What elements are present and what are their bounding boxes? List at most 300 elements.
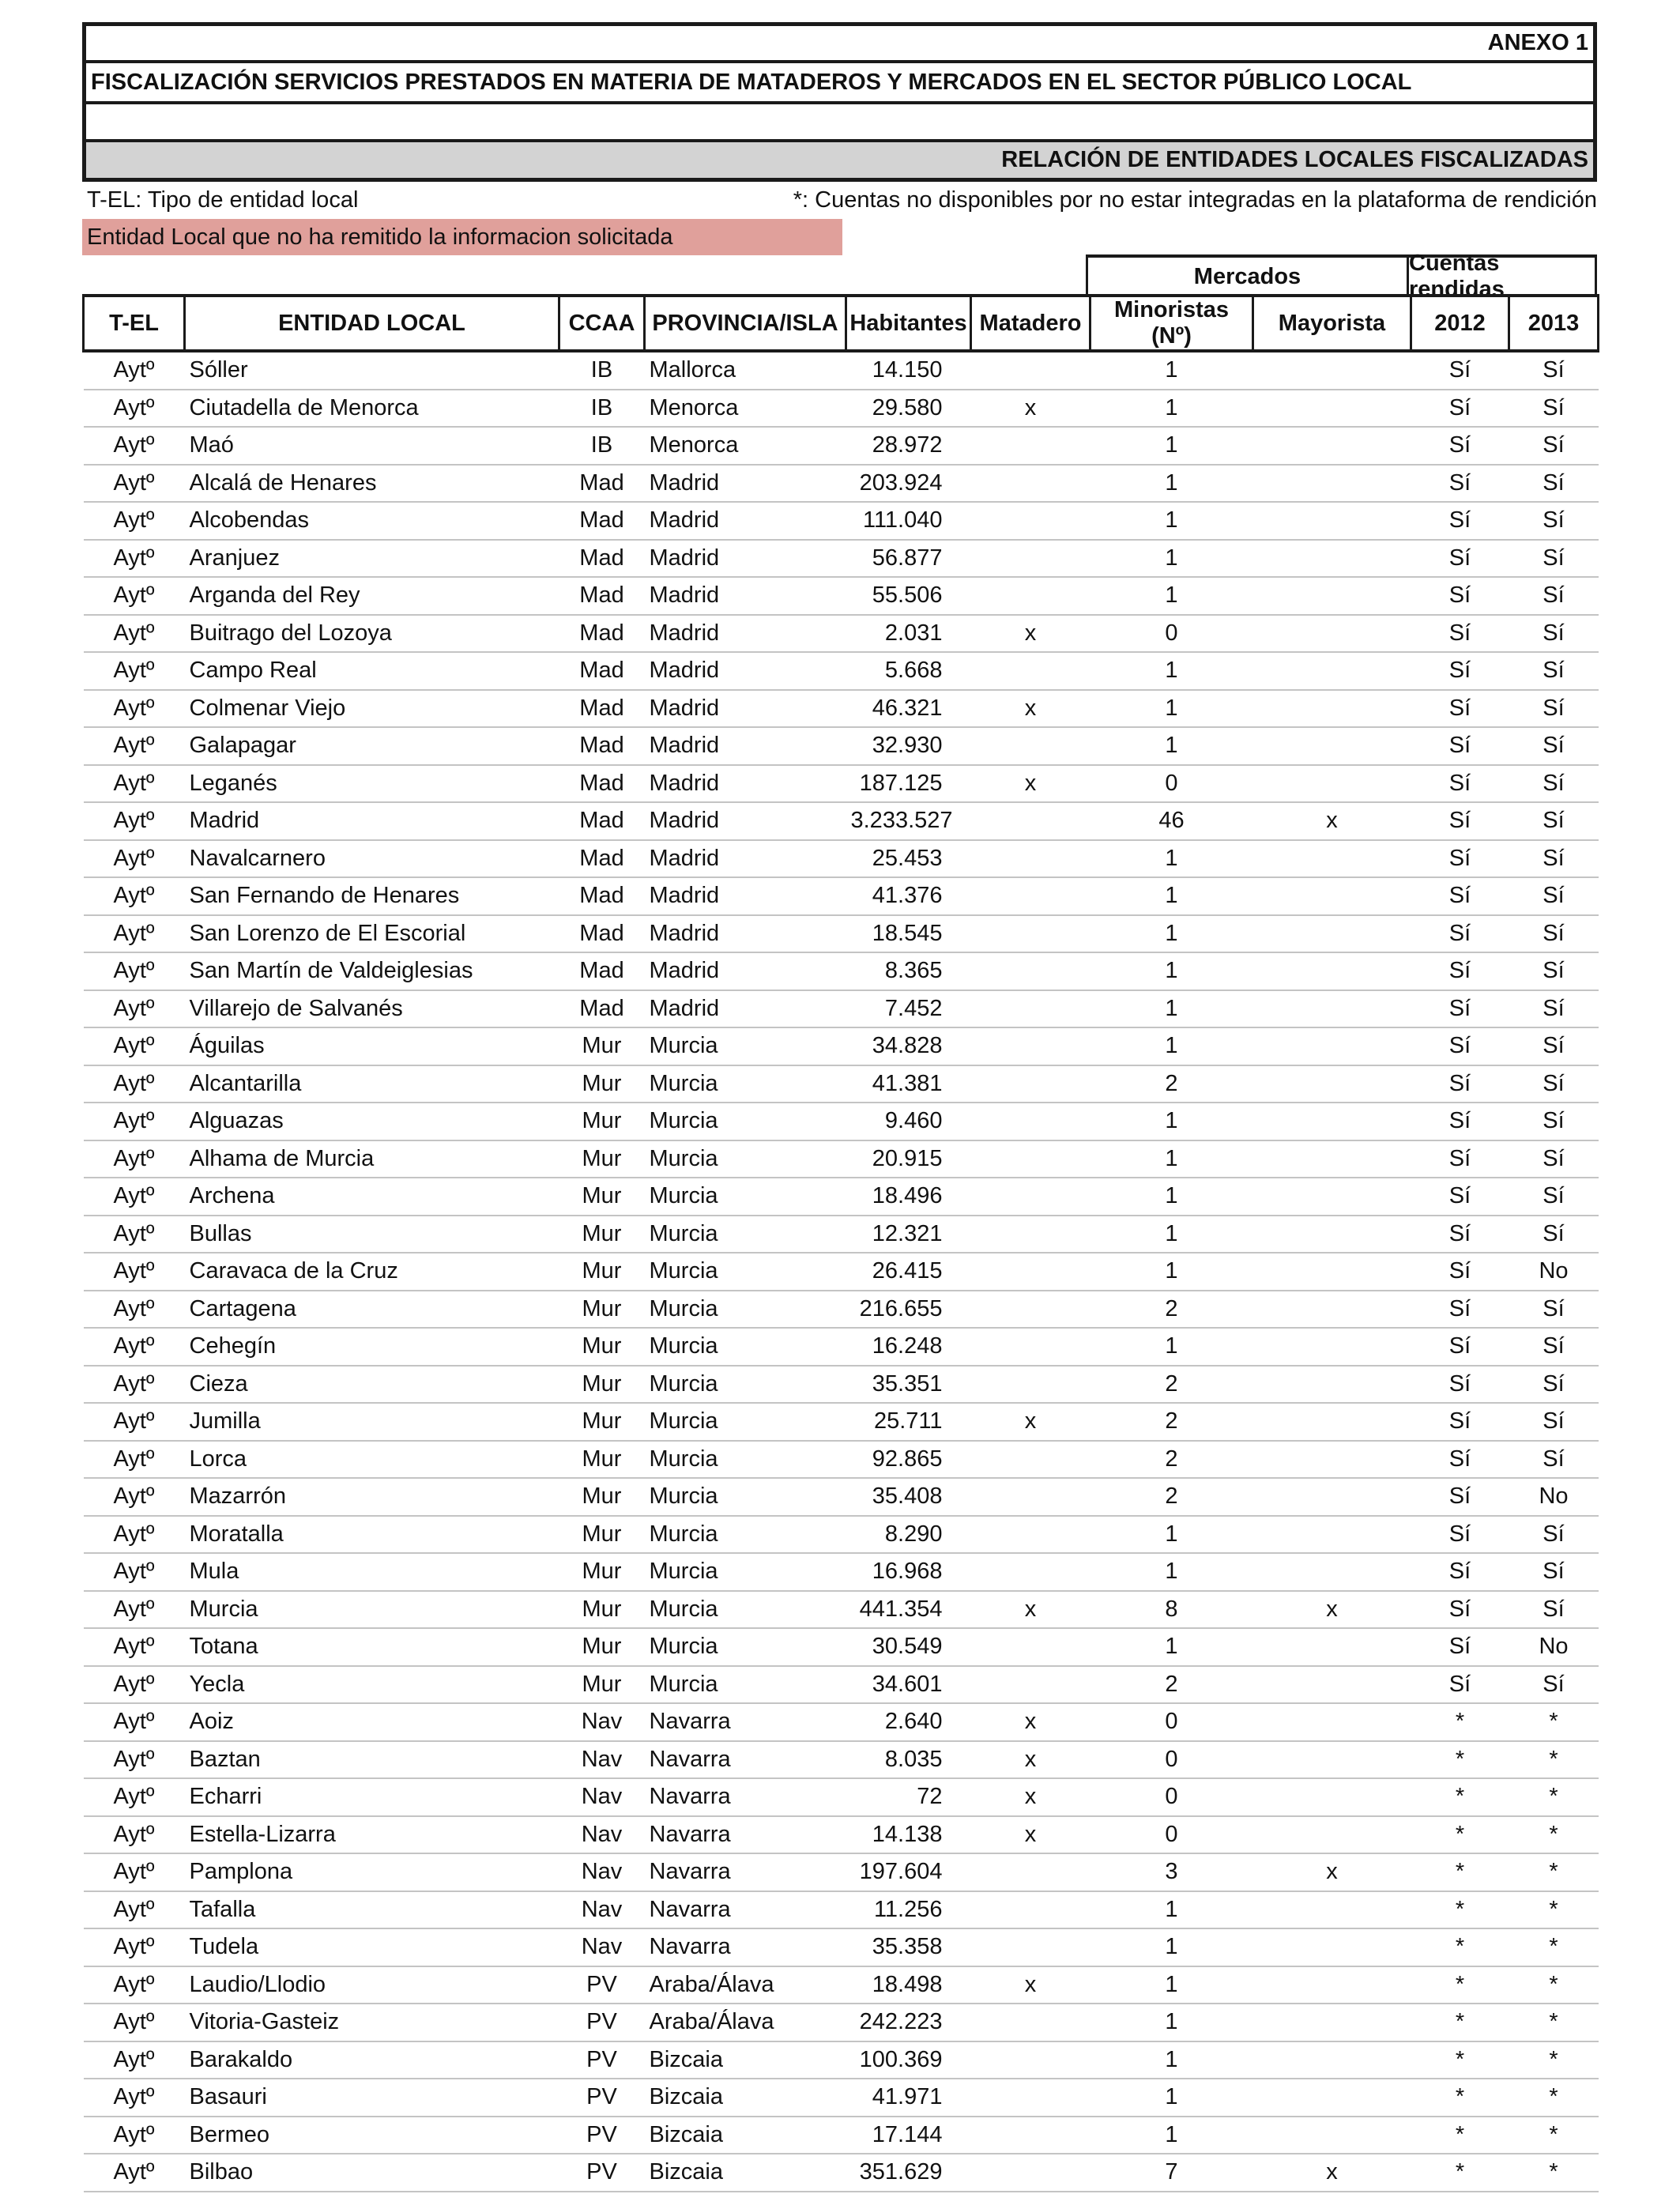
cell-habitantes: 28.972 xyxy=(846,427,971,465)
cell-entidad: Jumilla xyxy=(185,1403,559,1441)
cell-mayorista xyxy=(1253,690,1411,728)
cell-entidad: Bullas xyxy=(185,1216,559,1253)
cell-2013: * xyxy=(1509,2117,1599,2154)
table-row xyxy=(84,1027,1599,1065)
cell-2012: Sí xyxy=(1411,1591,1509,1629)
cell-provincia: Madrid xyxy=(645,915,846,953)
cell-provincia: Bizcaia xyxy=(645,2041,846,2079)
cell-2013: Sí xyxy=(1509,1516,1599,1554)
cell-entidad: Villarejo de Salvanés xyxy=(185,990,559,1028)
cell-mayorista xyxy=(1253,1778,1411,1816)
cell-minoristas: 0 xyxy=(1090,1778,1253,1816)
cell-entidad: Mula xyxy=(185,1553,559,1591)
cell-matadero xyxy=(971,652,1090,690)
cell-ccaa: PV xyxy=(559,2154,645,2192)
cell-2013: Sí xyxy=(1509,1291,1599,1329)
cell-2012: Sí xyxy=(1411,1027,1509,1065)
cell-matadero xyxy=(971,502,1090,540)
cell-2013: Sí xyxy=(1509,1027,1599,1065)
cell-habitantes: 5.668 xyxy=(846,652,971,690)
cell-minoristas: 0 xyxy=(1090,1703,1253,1741)
cell-tel: Aytº xyxy=(84,1741,185,1779)
cell-minoristas: 1 xyxy=(1090,1178,1253,1216)
cell-minoristas: 1 xyxy=(1090,1928,1253,1966)
cell-matadero: x xyxy=(971,1741,1090,1779)
col-header-mayorista: Mayorista xyxy=(1253,296,1411,351)
cell-tel: Aytº xyxy=(84,915,185,953)
cell-minoristas: 0 xyxy=(1090,615,1253,653)
cell-2013: Sí xyxy=(1509,765,1599,803)
cell-2013: Sí xyxy=(1509,1403,1599,1441)
cell-2012: Sí xyxy=(1411,990,1509,1028)
cell-entidad: Bilbao xyxy=(185,2154,559,2192)
cell-matadero xyxy=(971,1891,1090,1929)
cell-2012: Sí xyxy=(1411,577,1509,615)
cell-habitantes: 7.452 xyxy=(846,990,971,1028)
cell-provincia: Navarra xyxy=(645,1703,846,1741)
cell-entidad: Alguazas xyxy=(185,1103,559,1140)
cell-mayorista xyxy=(1253,1628,1411,1666)
cell-provincia: Murcia xyxy=(645,1103,846,1140)
cell-minoristas: 2 xyxy=(1090,1666,1253,1704)
cell-mayorista xyxy=(1253,465,1411,503)
cell-provincia: Murcia xyxy=(645,1516,846,1554)
cell-entidad: Pamplona xyxy=(185,1853,559,1891)
cell-2012: * xyxy=(1411,1853,1509,1891)
cell-ccaa: Mad xyxy=(559,990,645,1028)
cell-minoristas: 1 xyxy=(1090,990,1253,1028)
cell-tel: Aytº xyxy=(84,1441,185,1479)
cell-ccaa: Mad xyxy=(559,502,645,540)
cell-matadero: x xyxy=(971,615,1090,653)
cell-entidad: Murcia xyxy=(185,1591,559,1629)
cell-matadero xyxy=(971,577,1090,615)
cell-2013: Sí xyxy=(1509,1591,1599,1629)
cell-ccaa: Mur xyxy=(559,1178,645,1216)
cell-matadero xyxy=(971,465,1090,503)
cell-ccaa: PV xyxy=(559,2041,645,2079)
cell-tel: Aytº xyxy=(84,1553,185,1591)
cell-matadero xyxy=(971,2004,1090,2041)
table-row xyxy=(84,1741,1599,1779)
cell-entidad: Alhama de Murcia xyxy=(185,1140,559,1178)
cell-provincia: Mallorca xyxy=(645,351,846,390)
col-header-2013: 2013 xyxy=(1509,296,1599,351)
cell-habitantes: 18.498 xyxy=(846,1966,971,2004)
cell-2012: Sí xyxy=(1411,351,1509,390)
table-row xyxy=(84,690,1599,728)
cell-provincia: Madrid xyxy=(645,690,846,728)
cell-mayorista xyxy=(1253,540,1411,578)
cell-minoristas: 1 xyxy=(1090,877,1253,915)
table-row xyxy=(84,1628,1599,1666)
cell-minoristas: 1 xyxy=(1090,351,1253,390)
cell-entidad: San Lorenzo de El Escorial xyxy=(185,915,559,953)
cell-provincia: Murcia xyxy=(645,1140,846,1178)
cell-2013: * xyxy=(1509,1741,1599,1779)
cell-ccaa: IB xyxy=(559,427,645,465)
cell-provincia: Murcia xyxy=(645,1366,846,1404)
table-row xyxy=(84,502,1599,540)
cell-provincia: Murcia xyxy=(645,1328,846,1366)
cell-provincia: Madrid xyxy=(645,990,846,1028)
cell-provincia: Madrid xyxy=(645,652,846,690)
cell-tel: Aytº xyxy=(84,427,185,465)
cell-2012: Sí xyxy=(1411,1441,1509,1479)
cell-mayorista xyxy=(1253,615,1411,653)
cell-2013: * xyxy=(1509,2079,1599,2117)
cell-provincia: Navarra xyxy=(645,1778,846,1816)
table-row xyxy=(84,1140,1599,1178)
cell-entidad: Totana xyxy=(185,1628,559,1666)
cell-ccaa: Mur xyxy=(559,1103,645,1140)
cell-matadero xyxy=(971,1516,1090,1554)
cell-2013: * xyxy=(1509,2154,1599,2192)
cell-2012: Sí xyxy=(1411,540,1509,578)
cell-minoristas: 0 xyxy=(1090,765,1253,803)
cell-2012: * xyxy=(1411,2154,1509,2192)
report-title-text: FISCALIZACIÓN SERVICIOS PRESTADOS EN MATERIA DE MATADEROS Y MERCADOS EN EL SECTOR PÚBLICO LOCAL xyxy=(91,69,1412,95)
cell-2012: Sí xyxy=(1411,465,1509,503)
cell-tel: Aytº xyxy=(84,502,185,540)
cell-2013: Sí xyxy=(1509,1178,1599,1216)
cell-habitantes: 18.545 xyxy=(846,915,971,953)
cell-provincia: Araba/Álava xyxy=(645,1966,846,2004)
cell-matadero: x xyxy=(971,1778,1090,1816)
cell-2013: Sí xyxy=(1509,727,1599,765)
cell-provincia: Murcia xyxy=(645,1666,846,1704)
table-row xyxy=(84,390,1599,428)
cell-mayorista xyxy=(1253,990,1411,1028)
cell-tel: Aytº xyxy=(84,1816,185,1854)
col-header-tel: T-EL xyxy=(84,296,185,351)
cell-mayorista xyxy=(1253,1328,1411,1366)
cell-entidad: Alcobendas xyxy=(185,502,559,540)
cell-habitantes: 203.924 xyxy=(846,465,971,503)
cell-entidad: Tafalla xyxy=(185,1891,559,1929)
cell-mayorista xyxy=(1253,2004,1411,2041)
cell-provincia: Murcia xyxy=(645,1553,846,1591)
cell-2013: Sí xyxy=(1509,540,1599,578)
cell-habitantes: 32.930 xyxy=(846,727,971,765)
cell-habitantes: 351.629 xyxy=(846,2154,971,2192)
cell-mayorista xyxy=(1253,351,1411,390)
cell-2012: Sí xyxy=(1411,915,1509,953)
cell-entidad: Arganda del Rey xyxy=(185,577,559,615)
cell-2012: Sí xyxy=(1411,1328,1509,1366)
cell-tel: Aytº xyxy=(84,1291,185,1329)
cell-ccaa: Mur xyxy=(559,1253,645,1291)
cell-2012: Sí xyxy=(1411,690,1509,728)
cell-entidad: Lorca xyxy=(185,1441,559,1479)
cell-habitantes: 216.655 xyxy=(846,1291,971,1329)
cell-mayorista xyxy=(1253,502,1411,540)
cell-2012: Sí xyxy=(1411,840,1509,878)
cell-entidad: Mazarrón xyxy=(185,1478,559,1516)
cell-minoristas: 1 xyxy=(1090,652,1253,690)
col-header-habitantes: Habitantes xyxy=(846,296,971,351)
cell-2013: * xyxy=(1509,1966,1599,2004)
cell-minoristas: 1 xyxy=(1090,1628,1253,1666)
report-subtitle xyxy=(86,142,1593,178)
cell-ccaa: Nav xyxy=(559,1853,645,1891)
cell-provincia: Murcia xyxy=(645,1253,846,1291)
cell-2013: No xyxy=(1509,1628,1599,1666)
cell-matadero xyxy=(971,1216,1090,1253)
cell-minoristas: 1 xyxy=(1090,2041,1253,2079)
cell-matadero: x xyxy=(971,1703,1090,1741)
cell-entidad: Navalcarnero xyxy=(185,840,559,878)
report-subtitle-text: RELACIÓN DE ENTIDADES LOCALES FISCALIZADAS xyxy=(1001,147,1588,172)
cell-entidad: San Fernando de Henares xyxy=(185,877,559,915)
cell-entidad: Laudio/Llodio xyxy=(185,1966,559,2004)
cell-mayorista xyxy=(1253,1703,1411,1741)
cell-minoristas: 1 xyxy=(1090,390,1253,428)
cell-2012: Sí xyxy=(1411,1366,1509,1404)
cell-entidad: Baztan xyxy=(185,1741,559,1779)
cell-ccaa: Mad xyxy=(559,915,645,953)
table-row xyxy=(84,2079,1599,2117)
cell-provincia: Murcia xyxy=(645,1591,846,1629)
cell-provincia: Murcia xyxy=(645,1065,846,1103)
cell-2013: Sí xyxy=(1509,1065,1599,1103)
cell-matadero xyxy=(971,1103,1090,1140)
cell-entidad: Leganés xyxy=(185,765,559,803)
cell-habitantes: 92.865 xyxy=(846,1441,971,1479)
cell-2013: Sí xyxy=(1509,1666,1599,1704)
cell-2013: Sí xyxy=(1509,1140,1599,1178)
table-row xyxy=(84,727,1599,765)
cell-2013: Sí xyxy=(1509,652,1599,690)
cell-minoristas: 1 xyxy=(1090,465,1253,503)
cell-ccaa: PV xyxy=(559,2004,645,2041)
cell-habitantes: 100.369 xyxy=(846,2041,971,2079)
cell-tel: Aytº xyxy=(84,1666,185,1704)
asterisk-note: *: Cuentas no disponibles por no estar integradas en la plataforma de rendición xyxy=(793,187,1597,213)
table-row xyxy=(84,765,1599,803)
cell-habitantes: 35.351 xyxy=(846,1366,971,1404)
cell-2013: * xyxy=(1509,1891,1599,1929)
cell-habitantes: 242.223 xyxy=(846,2004,971,2041)
table-row xyxy=(84,1816,1599,1854)
cell-provincia: Madrid xyxy=(645,840,846,878)
cell-2012: Sí xyxy=(1411,1628,1509,1666)
cell-habitantes: 34.601 xyxy=(846,1666,971,1704)
cell-ccaa: Mur xyxy=(559,1628,645,1666)
cell-2013: Sí xyxy=(1509,502,1599,540)
cell-minoristas: 1 xyxy=(1090,1216,1253,1253)
cell-matadero xyxy=(971,351,1090,390)
cell-matadero xyxy=(971,1027,1090,1065)
cell-habitantes: 41.971 xyxy=(846,2079,971,2117)
cell-ccaa: Nav xyxy=(559,1816,645,1854)
cell-matadero xyxy=(971,1291,1090,1329)
cell-provincia: Menorca xyxy=(645,427,846,465)
cell-matadero xyxy=(971,1553,1090,1591)
cell-tel: Aytº xyxy=(84,1027,185,1065)
cell-2013: Sí xyxy=(1509,351,1599,390)
cell-matadero xyxy=(971,1628,1090,1666)
cell-matadero xyxy=(971,915,1090,953)
cell-provincia: Madrid xyxy=(645,727,846,765)
cell-2012: Sí xyxy=(1411,727,1509,765)
cell-habitantes: 14.150 xyxy=(846,351,971,390)
cell-2012: * xyxy=(1411,2004,1509,2041)
cell-2013: No xyxy=(1509,1478,1599,1516)
cell-ccaa: PV xyxy=(559,2079,645,2117)
cell-provincia: Murcia xyxy=(645,1441,846,1479)
cell-mayorista xyxy=(1253,1966,1411,2004)
cell-tel: Aytº xyxy=(84,2117,185,2154)
table-row xyxy=(84,615,1599,653)
cell-tel: Aytº xyxy=(84,652,185,690)
cell-minoristas: 0 xyxy=(1090,1741,1253,1779)
cell-mayorista xyxy=(1253,1027,1411,1065)
tel-note: T-EL: Tipo de entidad local xyxy=(87,187,359,213)
cell-minoristas: 1 xyxy=(1090,1253,1253,1291)
cell-2013: Sí xyxy=(1509,1216,1599,1253)
cell-provincia: Bizcaia xyxy=(645,2117,846,2154)
table-row xyxy=(84,427,1599,465)
cell-provincia: Navarra xyxy=(645,1816,846,1854)
cell-2012: * xyxy=(1411,1816,1509,1854)
cell-ccaa: Nav xyxy=(559,1703,645,1741)
cell-provincia: Madrid xyxy=(645,877,846,915)
cell-minoristas: 2 xyxy=(1090,1291,1253,1329)
cell-2013: Sí xyxy=(1509,577,1599,615)
cell-tel: Aytº xyxy=(84,1253,185,1291)
cell-provincia: Bizcaia xyxy=(645,2154,846,2192)
cell-2013: Sí xyxy=(1509,840,1599,878)
cell-provincia: Murcia xyxy=(645,1027,846,1065)
cell-2013: Sí xyxy=(1509,1441,1599,1479)
cell-mayorista xyxy=(1253,765,1411,803)
cell-minoristas: 1 xyxy=(1090,1027,1253,1065)
cell-entidad: Alcantarilla xyxy=(185,1065,559,1103)
cell-provincia: Murcia xyxy=(645,1216,846,1253)
table-row xyxy=(84,2004,1599,2041)
cell-provincia: Madrid xyxy=(645,577,846,615)
cell-2012: Sí xyxy=(1411,1403,1509,1441)
cell-minoristas: 1 xyxy=(1090,2117,1253,2154)
cell-tel: Aytº xyxy=(84,1178,185,1216)
cell-mayorista xyxy=(1253,1253,1411,1291)
cell-mayorista xyxy=(1253,1291,1411,1329)
cell-mayorista xyxy=(1253,652,1411,690)
cell-ccaa: Mad xyxy=(559,652,645,690)
cell-tel: Aytº xyxy=(84,802,185,840)
cell-matadero: x xyxy=(971,1966,1090,2004)
cell-minoristas: 1 xyxy=(1090,1328,1253,1366)
cell-habitantes: 8.290 xyxy=(846,1516,971,1554)
cell-habitantes: 25.711 xyxy=(846,1403,971,1441)
cell-2012: * xyxy=(1411,1928,1509,1966)
cell-entidad: Colmenar Viejo xyxy=(185,690,559,728)
cell-tel: Aytº xyxy=(84,351,185,390)
cell-ccaa: Mur xyxy=(559,1291,645,1329)
cell-mayorista xyxy=(1253,1891,1411,1929)
cell-provincia: Navarra xyxy=(645,1741,846,1779)
cell-2013: Sí xyxy=(1509,615,1599,653)
cell-ccaa: Mur xyxy=(559,1666,645,1704)
cell-entidad: Águilas xyxy=(185,1027,559,1065)
cell-matadero xyxy=(971,990,1090,1028)
table-row xyxy=(84,1366,1599,1404)
cell-tel: Aytº xyxy=(84,1328,185,1366)
cell-tel: Aytº xyxy=(84,465,185,503)
cell-2012: Sí xyxy=(1411,1553,1509,1591)
table-row xyxy=(84,1591,1599,1629)
cell-2013: * xyxy=(1509,1778,1599,1816)
cell-tel: Aytº xyxy=(84,1065,185,1103)
cell-entidad: Galapagar xyxy=(185,727,559,765)
cell-tel: Aytº xyxy=(84,1516,185,1554)
cell-matadero xyxy=(971,2041,1090,2079)
cell-provincia: Bizcaia xyxy=(645,2079,846,2117)
cell-matadero xyxy=(971,1328,1090,1366)
cell-habitantes: 72 xyxy=(846,1778,971,1816)
cell-habitantes: 26.415 xyxy=(846,1253,971,1291)
cell-entidad: Moratalla xyxy=(185,1516,559,1554)
cell-2012: Sí xyxy=(1411,802,1509,840)
cell-matadero xyxy=(971,1366,1090,1404)
cell-2012: Sí xyxy=(1411,877,1509,915)
cell-provincia: Madrid xyxy=(645,465,846,503)
cell-ccaa: Nav xyxy=(559,1928,645,1966)
cell-tel: Aytº xyxy=(84,765,185,803)
cell-tel: Aytº xyxy=(84,1703,185,1741)
cell-habitantes: 35.358 xyxy=(846,1928,971,1966)
cell-2012: Sí xyxy=(1411,1666,1509,1704)
cell-2013: Sí xyxy=(1509,390,1599,428)
cell-minoristas: 1 xyxy=(1090,502,1253,540)
cell-mayorista xyxy=(1253,1065,1411,1103)
cell-habitantes: 11.256 xyxy=(846,1891,971,1929)
cell-matadero xyxy=(971,2117,1090,2154)
cell-minoristas: 1 xyxy=(1090,540,1253,578)
table-row xyxy=(84,1666,1599,1704)
cell-provincia: Murcia xyxy=(645,1628,846,1666)
table-row xyxy=(84,1441,1599,1479)
cell-minoristas: 3 xyxy=(1090,1853,1253,1891)
col-header-ccaa: CCAA xyxy=(559,296,645,351)
cell-matadero xyxy=(971,727,1090,765)
cell-entidad: Archena xyxy=(185,1178,559,1216)
cell-entidad: San Martín de Valdeiglesias xyxy=(185,952,559,990)
cell-provincia: Murcia xyxy=(645,1403,846,1441)
cell-2013: * xyxy=(1509,1928,1599,1966)
legend-text: Entidad Local que no ha remitido la informacion solicitada xyxy=(87,224,673,250)
cell-habitantes: 34.828 xyxy=(846,1027,971,1065)
table-row xyxy=(84,1778,1599,1816)
cell-tel: Aytº xyxy=(84,727,185,765)
cell-ccaa: Mur xyxy=(559,1516,645,1554)
cell-tel: Aytº xyxy=(84,1628,185,1666)
cell-ccaa: Mur xyxy=(559,1140,645,1178)
cell-entidad: Echarri xyxy=(185,1778,559,1816)
cell-habitantes: 14.138 xyxy=(846,1816,971,1854)
cell-tel: Aytº xyxy=(84,690,185,728)
table-row xyxy=(84,465,1599,503)
col-header-2012: 2012 xyxy=(1411,296,1509,351)
cell-mayorista xyxy=(1253,727,1411,765)
cell-2013: No xyxy=(1509,1253,1599,1291)
cell-ccaa: Mad xyxy=(559,727,645,765)
cell-habitantes: 12.321 xyxy=(846,1216,971,1253)
cell-entidad: Aranjuez xyxy=(185,540,559,578)
cell-2013: * xyxy=(1509,1703,1599,1741)
entities-table xyxy=(82,294,1599,2192)
